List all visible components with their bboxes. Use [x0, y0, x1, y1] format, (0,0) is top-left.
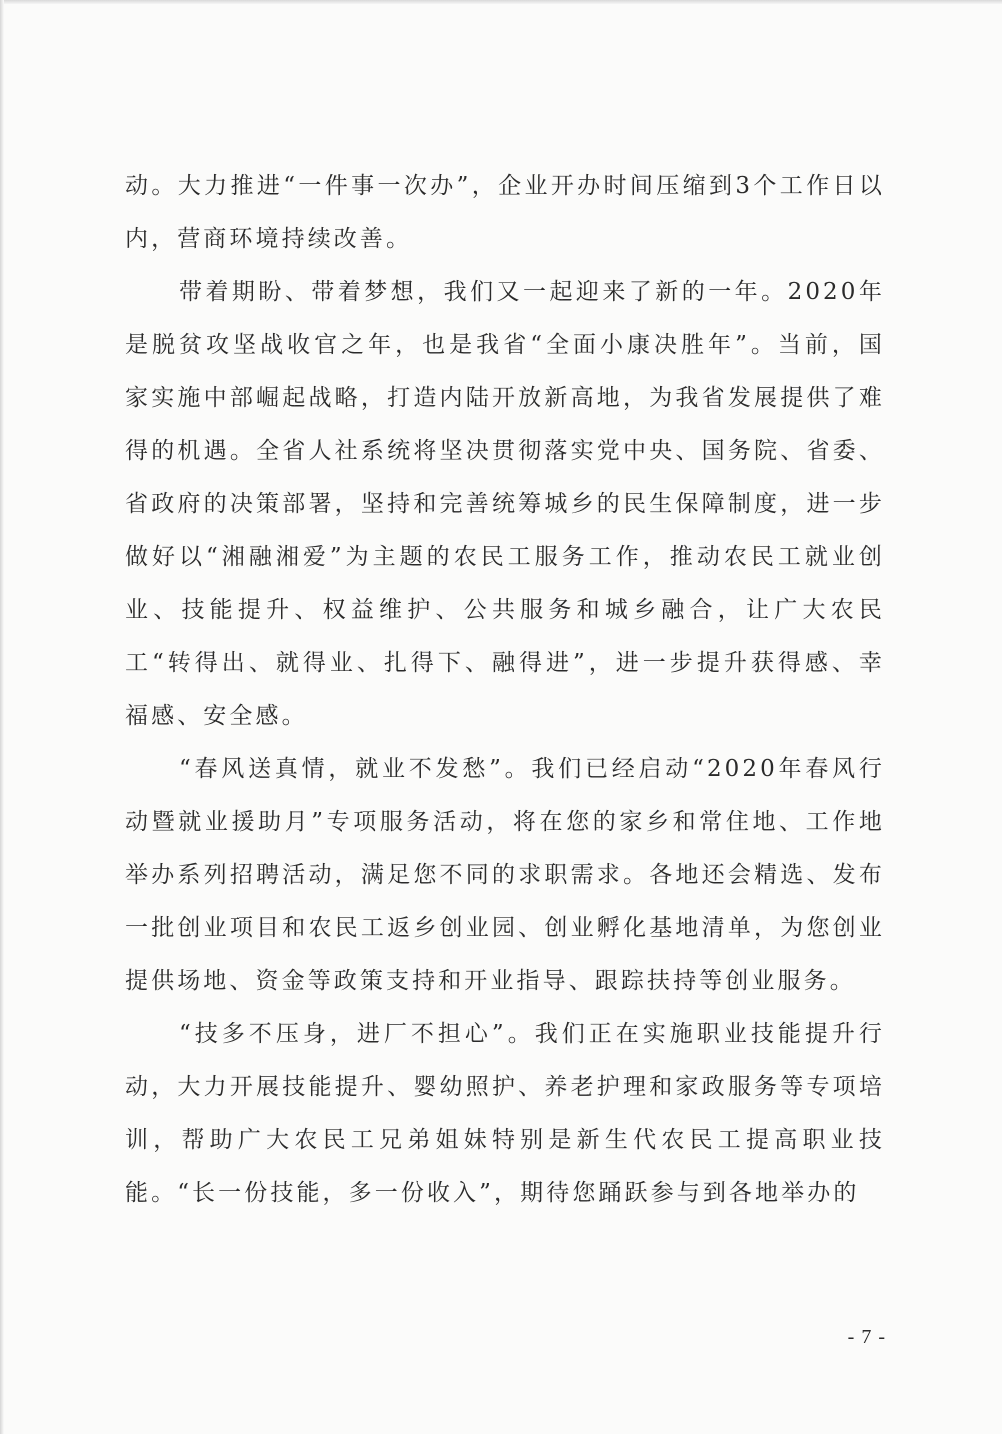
- document-body: [125, 160, 885, 1220]
- paragraph-spring-breeze: “春风送真情，就业不发愁”。我们已经启动“2020年春风行动暨就业援助月”专项服务活动，将在您的家乡和常住地、工作地举办系列招聘活动，满足您不同的求职需求。各地还会精选、发布一批创业项目和农民工返乡创业园、创业孵化基地清单，为您创业提供场地、资金等政策支持和开业指导、跟踪扶持等创业服务。: [125, 756, 885, 994]
- page-top-edge: [0, 0, 1002, 4]
- page-left-shadow: [0, 0, 4, 1434]
- paragraph-skills: “技多不压身，进厂不担心”。我们正在实施职业技能提升行动，大力开展技能提升、婴幼照护、养老护理和家政服务等专项培训，帮助广大农民工兄弟姐妹特别是新生代农民工提高职业技能。“长一份技能，多一份收入”，期待您踊跃参与到各地举办的: [125, 1021, 885, 1206]
- page-number: - 7 -: [847, 1326, 886, 1348]
- paragraph-new-year: 带着期盼、带着梦想，我们又一起迎来了新的一年。2020年是脱贫攻坚战收官之年，也是我省“全面小康决胜年”。当前，国家实施中部崛起战略，打造内陆开放新高地，为我省发展提供了难得的机遇。全省人社系统将坚决贯彻落实党中央、国务院、省委、省政府的决策部署，坚持和完善统筹城乡的民生保障制度，进一步做好以“湘融湘爱”为主题的农民工服务工作，推动农民工就业创业、技能提升、权益维护、公共服务和城乡融合，让广大农民工“转得出、就得业、扎得下、融得进”，进一步提升获得感、幸福感、安全感。: [125, 279, 885, 729]
- paragraph-continuation: 动。大力推进“一件事一次办”，企业开办时间压缩到3个工作日以内，营商环境持续改善。: [125, 173, 885, 252]
